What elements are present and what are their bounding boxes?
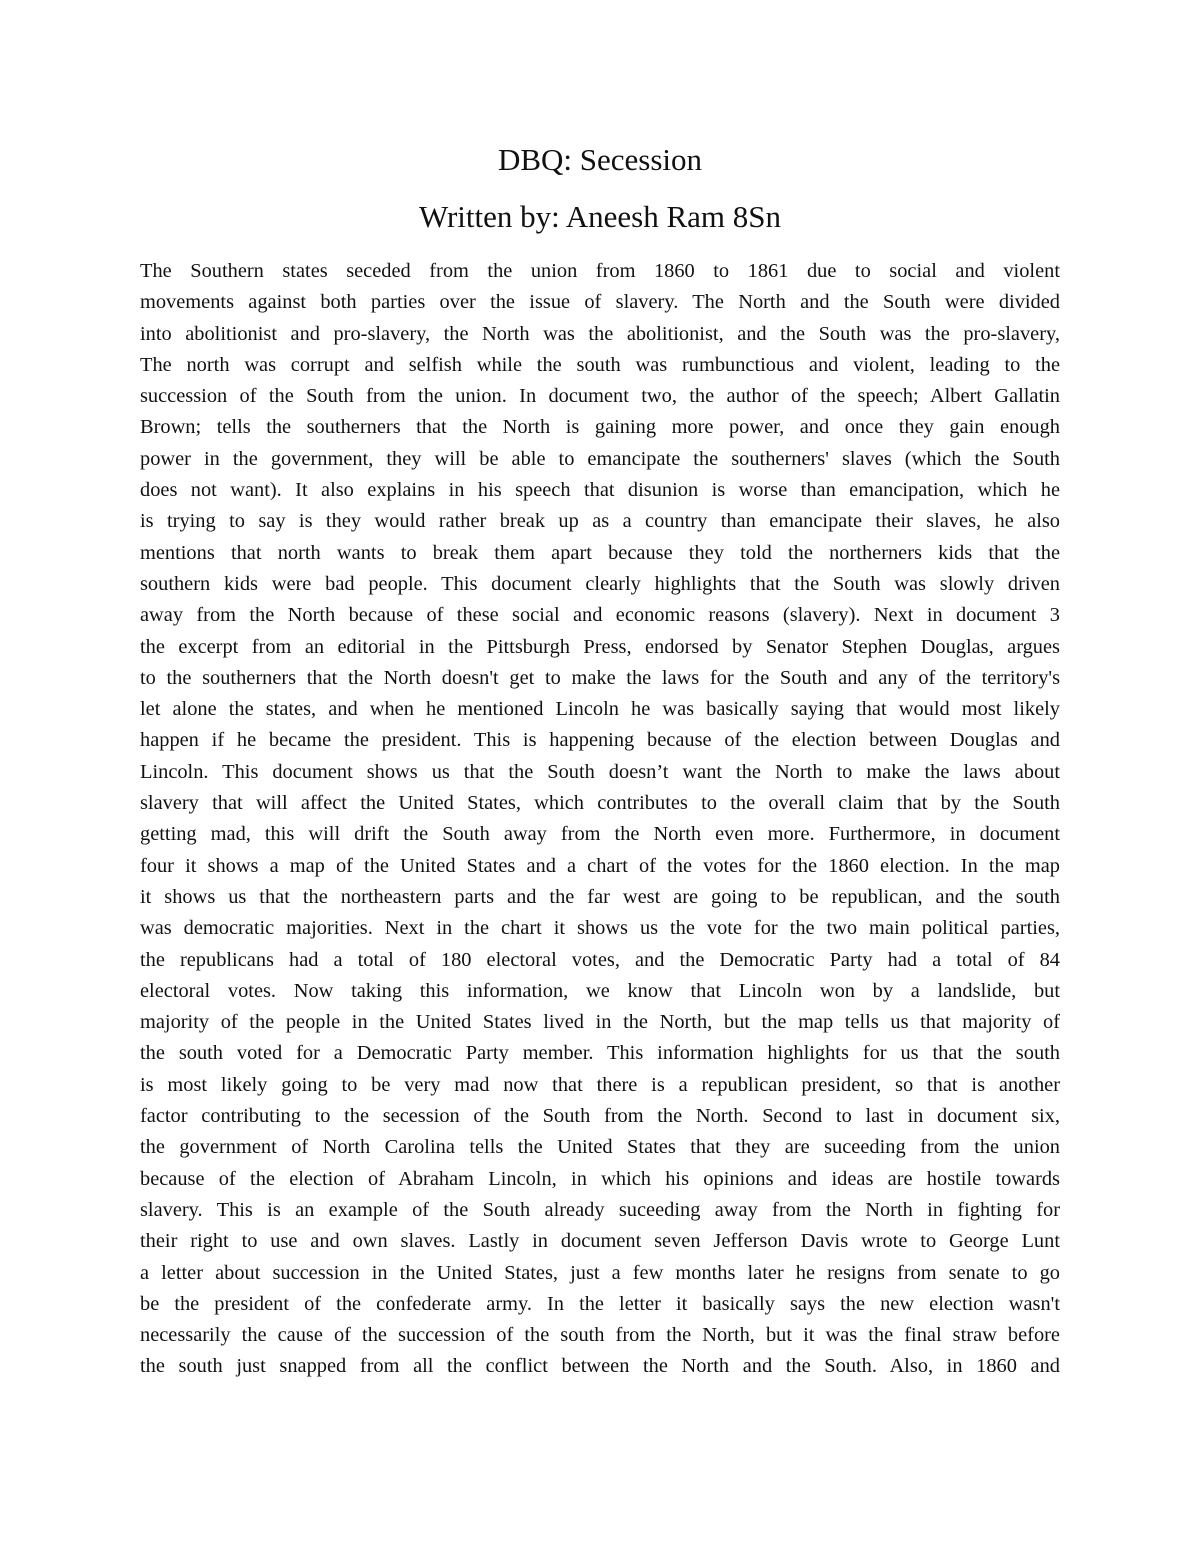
essay-line: movements against both parties over the issue of slavery. The North and the South were divided — [140, 291, 1060, 314]
document-byline: Written by: Aneesh Ram 8Sn — [418, 199, 782, 234]
essay-line: Brown; tells the southerners that the North is gaining more power, and once they gain enough — [140, 416, 1060, 439]
essay-line: southern kids were bad people. This document clearly highlights that the South was slowly driven — [140, 572, 1060, 595]
essay-body — [140, 256, 1060, 1383]
essay-line: to the southerners that the North doesn't get to make the laws for the South and any of the territory's — [140, 666, 1060, 689]
essay-line: the south just snapped from all the conflict between the North and the South. Also, in 1860 and — [140, 1355, 1060, 1378]
essay-line: slavery that will affect the United States, which contributes to the overall claim that by the South — [140, 792, 1060, 815]
essay-line: the excerpt from an editorial in the Pittsburgh Press, endorsed by Senator Stephen Douglas, argues — [140, 635, 1060, 658]
essay-line: happen if he became the president. This is happening because of the election between Douglas and — [140, 729, 1060, 752]
essay-line: it shows us that the northeastern parts and the far west are going to be republican, and the south — [140, 885, 1060, 908]
essay-line: The Southern states seceded from the union from 1860 to 1861 due to social and violent — [140, 260, 1060, 282]
essay-line: a letter about succession in the United States, just a few months later he resigns from senate to go — [140, 1261, 1060, 1284]
essay-line: the south voted for a Democratic Party member. This information highlights for us that the south — [140, 1042, 1060, 1065]
essay-line: power in the government, they will be able to emancipate the southerners' slaves (which the South — [140, 447, 1060, 470]
essay-line: let alone the states, and when he mentioned Lincoln he was basically saying that would most likely — [140, 698, 1060, 721]
essay-line: the government of North Carolina tells the United States that they are suceeding from the union — [140, 1136, 1060, 1159]
essay-line: be the president of the confederate army. In the letter it basically says the new election wasn't — [140, 1292, 1060, 1315]
essay-line: mentions that north wants to break them apart because they told the northerners kids that the — [140, 541, 1060, 564]
essay-line: was democratic majorities. Next in the chart it shows us the vote for the two main political parties, — [140, 917, 1060, 940]
essay-line: factor contributing to the secession of the South from the North. Second to last in document six, — [140, 1105, 1060, 1128]
essay-line: electoral votes. Now taking this information, we know that Lincoln won by a landslide, but — [140, 979, 1060, 1002]
essay-line: four it shows a map of the United States and a chart of the votes for the 1860 election. In the map — [140, 854, 1060, 877]
essay-line: does not want). It also explains in his speech that disunion is worse than emancipation, which he — [140, 479, 1060, 502]
essay-line: their right to use and own slaves. Lastly in document seven Jefferson Davis wrote to George Lunt — [140, 1230, 1060, 1253]
essay-line: because of the election of Abraham Lincoln, in which his opinions and ideas are hostile towards — [140, 1167, 1060, 1190]
essay-line: majority of the people in the United States lived in the North, but the map tells us that majority of — [140, 1011, 1060, 1034]
essay-line: is most likely going to be very mad now that there is a republican president, so that is another — [140, 1073, 1060, 1096]
essay-line: away from the North because of these social and economic reasons (slavery). Next in document 3 — [140, 604, 1060, 627]
document-title: DBQ: Secession — [497, 142, 703, 177]
essay-line: slavery. This is an example of the South already suceeding away from the North in fighting for — [140, 1198, 1060, 1221]
essay-line: getting mad, this will drift the South away from the North even more. Furthermore, in document — [140, 823, 1060, 846]
essay-line: is trying to say is they would rather break up as a country than emancipate their slaves, he also — [140, 510, 1060, 533]
essay-line: The north was corrupt and selfish while the south was rumbunctious and violent, leading to the — [140, 353, 1060, 376]
essay-line: the republicans had a total of 180 electoral votes, and the Democratic Party had a total of 84 — [140, 948, 1060, 971]
essay-line: succession of the South from the union. In document two, the author of the speech; Albert Gallatin — [140, 385, 1060, 408]
essay-line: Lincoln. This document shows us that the South doesn’t want the North to make the laws about — [140, 760, 1060, 783]
essay-line: necessarily the cause of the succession of the south from the North, but it was the final straw before — [140, 1324, 1060, 1347]
essay-line: into abolitionist and pro-slavery, the North was the abolitionist, and the South was the pro-slavery, — [140, 322, 1060, 345]
